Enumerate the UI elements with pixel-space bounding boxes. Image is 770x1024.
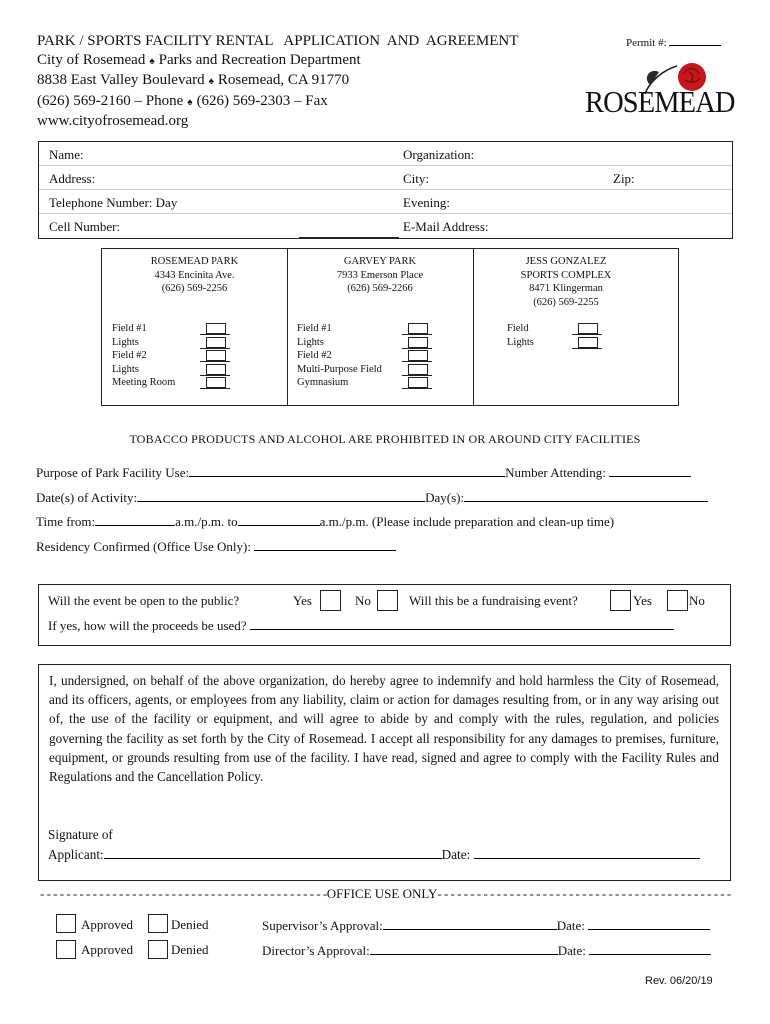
facility-header-rosemead-park <box>102 255 287 296</box>
department-name: Parks and Recreation Department <box>158 51 361 68</box>
proceeds-field[interactable] <box>250 617 674 630</box>
supervisor-date-field[interactable] <box>588 917 710 930</box>
facility-header-garvey-park <box>287 255 473 296</box>
item-label: Lights <box>507 336 534 348</box>
facility-subtitle: SPORTS COMPLEX <box>520 269 612 281</box>
email-label: E-Mail Address: <box>403 219 489 234</box>
director-approval-label: Director’s Approval: <box>262 943 370 958</box>
checkbox-underline <box>200 361 230 362</box>
director-approval-field[interactable] <box>370 942 558 955</box>
public-no-checkbox[interactable] <box>377 590 398 611</box>
approved-checkbox-1[interactable] <box>56 914 76 933</box>
attending-label: Number Attending: <box>505 465 606 480</box>
checkbox-rosemead-field1[interactable] <box>206 323 226 334</box>
public-yes-checkbox[interactable] <box>320 590 341 611</box>
checkbox-rosemead-lights2[interactable] <box>206 364 226 375</box>
denied-label-1: Denied <box>171 917 209 932</box>
city-label: City: <box>403 171 430 186</box>
checkbox-underline <box>200 388 230 389</box>
checkbox-rosemead-field2[interactable] <box>206 350 226 361</box>
attending-field[interactable] <box>609 464 691 477</box>
facility-header-jess-gonzalez <box>473 255 659 309</box>
supervisor-approval-field[interactable] <box>383 917 557 930</box>
zip-label: Zip: <box>613 171 635 186</box>
address-label: Address: <box>49 171 96 186</box>
signature-date-label: Date: <box>441 847 471 862</box>
separator-icon: ♠ <box>208 76 214 87</box>
department-line <box>37 51 518 72</box>
checkbox-gonzalez-lights[interactable] <box>578 337 598 348</box>
approved-label-1: Approved <box>81 917 133 932</box>
facility-selection-box <box>101 248 679 406</box>
time-note: a.m./p.m. (Please include preparation and clean-up time) <box>319 514 615 529</box>
address-line <box>37 71 518 92</box>
checkbox-rosemead-meeting-room[interactable] <box>206 377 226 388</box>
purpose-label: Purpose of Park Facility Use: <box>36 465 190 480</box>
city-state-zip: Rosemead, CA 91770 <box>217 72 350 88</box>
time-to-field[interactable] <box>238 513 320 526</box>
item-label: Field #1 <box>297 323 332 334</box>
evening-label: Evening: <box>403 195 450 210</box>
dates-field[interactable] <box>137 489 425 502</box>
divider-dashes: - - - - - - - - - - - - - - - - - - - - - - - - - - - - - - - - - - - - - - - - - - - - - <box>437 886 731 901</box>
event-questions-box <box>38 584 731 646</box>
days-label: Day(s): <box>425 490 465 505</box>
phone-number: (626) 569-2160 – Phone <box>37 92 184 109</box>
form-title: PARK / SPORTS FACILITY RENTAL APPLICATION AND AGREEMENT <box>37 33 519 49</box>
fundraising-yes-label: Yes <box>633 593 652 608</box>
name-field[interactable] <box>39 165 732 166</box>
checkbox-underline <box>572 334 602 335</box>
item-label: Gymnasium <box>297 377 349 388</box>
time-to-label: a.m./p.m. to <box>175 514 238 529</box>
purpose-row <box>36 464 691 481</box>
fundraising-yes-checkbox[interactable] <box>610 590 631 611</box>
applicant-label: Applicant: <box>48 847 104 862</box>
office-use-divider <box>40 886 731 902</box>
item-label: Lights <box>297 336 324 348</box>
agreement-box <box>38 664 731 881</box>
time-from-label: Time from: <box>36 514 96 529</box>
checkbox-garvey-field1[interactable] <box>408 323 428 334</box>
cell-number-field[interactable] <box>299 237 399 238</box>
approved-checkbox-2[interactable] <box>56 940 76 959</box>
facility-address: 4343 Encinita Ave. <box>154 269 235 281</box>
checkbox-garvey-multipurpose[interactable] <box>408 364 428 375</box>
item-label: Lights <box>112 363 139 375</box>
facility-address: 7933 Emerson Place <box>336 269 424 281</box>
item-label: Field #1 <box>112 323 147 334</box>
permit-label: Permit #: <box>626 37 667 49</box>
residency-field[interactable] <box>254 538 396 551</box>
time-from-field[interactable] <box>95 513 175 526</box>
separator-icon: ♠ <box>187 96 193 108</box>
website: www.cityofrosemead.org <box>37 113 189 129</box>
checkbox-garvey-gymnasium[interactable] <box>408 377 428 388</box>
fundraising-no-label: No <box>689 593 705 608</box>
cell-number-label: Cell Number: <box>49 219 121 234</box>
item-label: Field #2 <box>297 350 332 361</box>
permit-number <box>626 36 721 49</box>
signature-label-line1: Signature of <box>48 827 113 842</box>
prohibition-notice: TOBACCO PRODUCTS AND ALCOHOL ARE PROHIBITED IN OR AROUND CITY FACILITIES <box>129 432 641 446</box>
item-label: Field <box>507 323 529 334</box>
proceeds-row <box>48 617 674 634</box>
item-label: Meeting Room <box>112 377 176 388</box>
address-field[interactable] <box>39 189 732 190</box>
name-label: Name: <box>49 147 84 162</box>
checkbox-underline <box>402 388 432 389</box>
rosemead-logo <box>585 60 735 120</box>
residency-row <box>36 538 396 555</box>
facility-name: ROSEMEAD PARK <box>150 256 239 267</box>
facility-items-garvey-park <box>297 322 382 390</box>
supervisor-approval-row <box>262 917 710 934</box>
applicant-info-box <box>38 141 733 239</box>
purpose-field[interactable] <box>189 464 505 477</box>
checkbox-underline <box>402 334 432 335</box>
item-label: Multi-Purpose Field <box>297 363 382 375</box>
signature-date-field[interactable] <box>474 846 700 859</box>
checkbox-underline <box>402 361 432 362</box>
checkbox-underline <box>402 348 432 349</box>
facility-items-rosemead-park <box>112 322 175 390</box>
checkbox-underline <box>200 375 230 376</box>
facility-phone: (626) 569-2255 <box>533 296 599 308</box>
approved-label-2: Approved <box>81 942 133 957</box>
facility-name: JESS GONZALEZ <box>525 256 607 267</box>
dates-label: Date(s) of Activity: <box>36 490 138 505</box>
facility-name: GARVEY PARK <box>343 256 417 267</box>
public-question: Will the event be open to the public? <box>48 593 240 608</box>
permit-field[interactable] <box>669 36 721 46</box>
indemnification-text: I, undersigned, on behalf of the above organization, do hereby agree to indemnify and hold harmless the City of Rosemead, and its officers, agents, or employees from any liability, claim or action for damages resulting from, or in any way arising out of, the use of the facility or equipment, and will agree to abide by and comply with the rules, regulation, and policies governing the facility as set forth by the City of Rosemead. I accept all responsibility for any damages to premises, furniture, equipment, or grounds resulting from use of the facility. I have read, signed and agree to comply with the Facility Rules and Regulations and the Cancellation Policy. <box>49 673 719 785</box>
dates-row <box>36 489 708 506</box>
telephone-day-label: Telephone Number: Day <box>49 195 178 210</box>
denied-label-2: Denied <box>171 942 209 957</box>
days-field[interactable] <box>464 489 708 502</box>
street-address: 8838 East Valley Boulevard <box>37 72 205 88</box>
facility-phone: (626) 569-2266 <box>347 283 413 294</box>
checkbox-underline <box>402 375 432 376</box>
signature-field[interactable] <box>104 846 442 859</box>
public-no-label: No <box>355 593 371 608</box>
fax-number: (626) 569-2303 – Fax <box>196 92 328 109</box>
time-row <box>36 513 614 530</box>
organization-label: Organization: <box>403 147 475 162</box>
logo-wordmark: ROSEMEAD <box>585 84 735 119</box>
facility-address: 8471 Klingerman <box>529 283 603 294</box>
facility-phone: (626) 569-2256 <box>161 283 228 294</box>
facility-items-jess-gonzalez <box>507 322 534 349</box>
denied-checkbox-1[interactable] <box>148 914 168 933</box>
checkbox-garvey-lights[interactable] <box>408 337 428 348</box>
director-date-label: Date: <box>557 943 586 958</box>
residency-label: Residency Confirmed (Office Use Only): <box>36 539 251 554</box>
checkbox-garvey-field2[interactable] <box>408 350 428 361</box>
signature-row <box>48 846 700 863</box>
director-date-field[interactable] <box>589 942 711 955</box>
checkbox-underline <box>200 334 230 335</box>
item-label: Lights <box>112 336 139 348</box>
separator-icon: ♠ <box>149 55 155 67</box>
revision-date: Rev. 06/20/19 <box>645 975 713 987</box>
public-yes-label: Yes <box>293 593 312 608</box>
divider-dashes: - - - - - - - - - - - - - - - - - - - - - - - - - - - - - - - - - - - - - - - - - - - - <box>40 886 327 901</box>
denied-checkbox-2[interactable] <box>148 940 168 959</box>
fundraising-no-checkbox[interactable] <box>667 590 688 611</box>
letterhead <box>37 32 518 131</box>
item-label: Field #2 <box>112 350 147 361</box>
city-name: City of Rosemead <box>37 51 146 68</box>
proceeds-label: If yes, how will the proceeds be used? <box>48 618 247 633</box>
checkbox-underline <box>572 348 602 349</box>
checkbox-rosemead-lights1[interactable] <box>206 337 226 348</box>
phone-line <box>37 92 518 113</box>
checkbox-gonzalez-field[interactable] <box>578 323 598 334</box>
office-use-title: OFFICE USE ONLY <box>326 886 438 901</box>
fundraising-question: Will this be a fundraising event? <box>409 593 578 608</box>
supervisor-approval-label: Supervisor’s Approval: <box>262 918 383 933</box>
telephone-field[interactable] <box>39 213 732 214</box>
checkbox-underline <box>200 348 230 349</box>
director-approval-row <box>262 942 711 959</box>
supervisor-date-label: Date: <box>556 918 585 933</box>
